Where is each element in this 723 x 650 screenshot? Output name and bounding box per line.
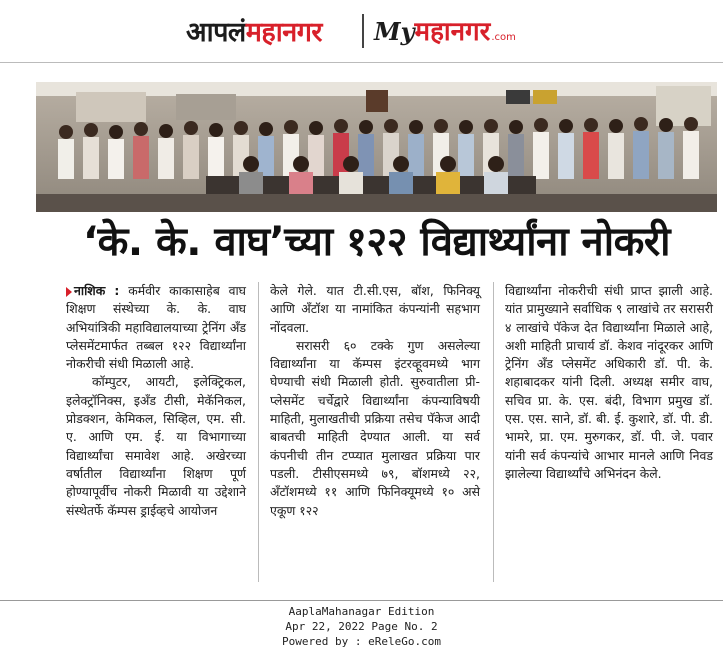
- paragraph-5: विद्यार्थ्यांना नोकरीची संधी प्राप्त झाली आहे. यांत प्रामुख्याने सर्वाधिक ९ लाखांचे तर सरासरी ४ लाखांचे पॅकेज देत विद्यार्थ्यांना मिळाले आहे, अशी माहिती प्राचार्य डॉ. केशव नांदूरकर आणि ट्रेनिंग अँड प्लेसमेंट अधिकारी डॉ. पी. के. शहाबादकर यांनी दिली. अध्यक्ष समीर वाघ, सचिव प्रा. के. एस. बंदी, विभाग प्रमुख डॉ. एस. एस. साने, डॉ. बी. ई. कुशारे, डॉ. पी. डी. भामरे, प्रा. एम. मुरुगकर, डॉ. पी. जे. पवार यांनी सर्व कंपन्यांचे आभार मानले आणि निवड झालेल्या विद्यार्थ्यांचे अभिनंदन केले.: [505, 283, 713, 481]
- footer: [0, 604, 723, 649]
- headline: ‘के. के. वाघ’च्या १२२ विद्यार्थ्यांना नोकरी: [82, 219, 671, 265]
- logo-word-aapla: आपलं: [186, 17, 246, 48]
- paragraph-4: सरासरी ६० टक्के गुण असलेल्या विद्यार्थ्यांना या कॅम्पस इंटरव्हूवमध्ये भाग घेण्याची संधी मिळाली होती. सुरुवातीला प्री-प्लेसमेंट चर्चेद्वारे विद्यार्थ्यांना कंपन्याविषयी माहिती, मुलाखतीची प्रक्रिया तसेच पॅकेज आदी बाबतची माहिती देण्यात आली. या सर्व कंपनीची तीन टप्प्यात मुलाखत प्रक्रिया पार पडली. टीसीएसमध्ये ७९, बॉशमध्ये २२, अँटॉशमध्ये ११ आणि फिनिक्यूमध्ये १० असे एकूण १२२: [270, 337, 480, 518]
- column-divider: [493, 282, 494, 582]
- logo-word-my: My: [374, 17, 415, 46]
- logo-divider: [362, 14, 364, 48]
- group-photo: [36, 82, 717, 212]
- my-mahanagar-logo[interactable]: [374, 12, 516, 48]
- footer-powered-by[interactable]: Powered by : eReleGo.com: [282, 635, 441, 648]
- article-column-2: [270, 282, 480, 520]
- group-photo-illustration: [36, 82, 717, 212]
- paragraph-1: [66, 282, 246, 373]
- article-column-3: [505, 282, 713, 483]
- paragraph-1-text: कर्मवीर काकासाहेब वाघ शिक्षण संस्थेच्या के. के. वाघ अभियांत्रिकी महाविद्यालयाच्या ट्रेनिंग अँड प्लेसमेंटमार्फत तब्बल १२२ विद्यार्थ्यांना नोकरीची संधी मिळाली आहे.: [66, 283, 246, 372]
- logo-word-my-mahanagar: महानगर: [414, 17, 491, 47]
- column-divider: [258, 282, 259, 582]
- aapla-mahanagar-logo[interactable]: [186, 12, 322, 49]
- footer-edition: AaplaMahanagar Edition: [288, 605, 435, 618]
- paragraph-3: केले गेले. यात टी.सी.एस, बॉश, फिनिक्यू आणि अँटॉश या नामांकित कंपन्यांनी सहभाग नोंदवला.: [270, 283, 480, 335]
- article-column-1: [66, 282, 246, 520]
- footer-rule: [0, 600, 723, 601]
- logo-word-mahanagar: महानगर: [245, 17, 322, 48]
- footer-date-page: Apr 22, 2022 Page No. 2: [285, 620, 438, 633]
- dateline: नाशिक :: [66, 283, 119, 298]
- paragraph-2: कॉम्पुटर, आयटी, इलेक्ट्रिकल, इलेक्ट्रॉनिक्स, इअँड टीसी, मेकॅनिकल, प्रोडक्शन, केमिकल, सिव्हिल, एम. सी. ए. आणि एम. ई. या विभागाच्या विद्यार्थ्यांचा समावेश आहे. अखेरच्या वर्षातील विद्यार्थ्यांना शिक्षण पूर्ण होण्यापूर्वीच नोकरी मिळावी या उद्देशाने संस्थेतर्फे कॅम्पस ड्राईव्हचे आयोजन: [66, 374, 246, 518]
- masthead: [0, 0, 723, 63]
- logo-word-com: .com: [491, 32, 516, 43]
